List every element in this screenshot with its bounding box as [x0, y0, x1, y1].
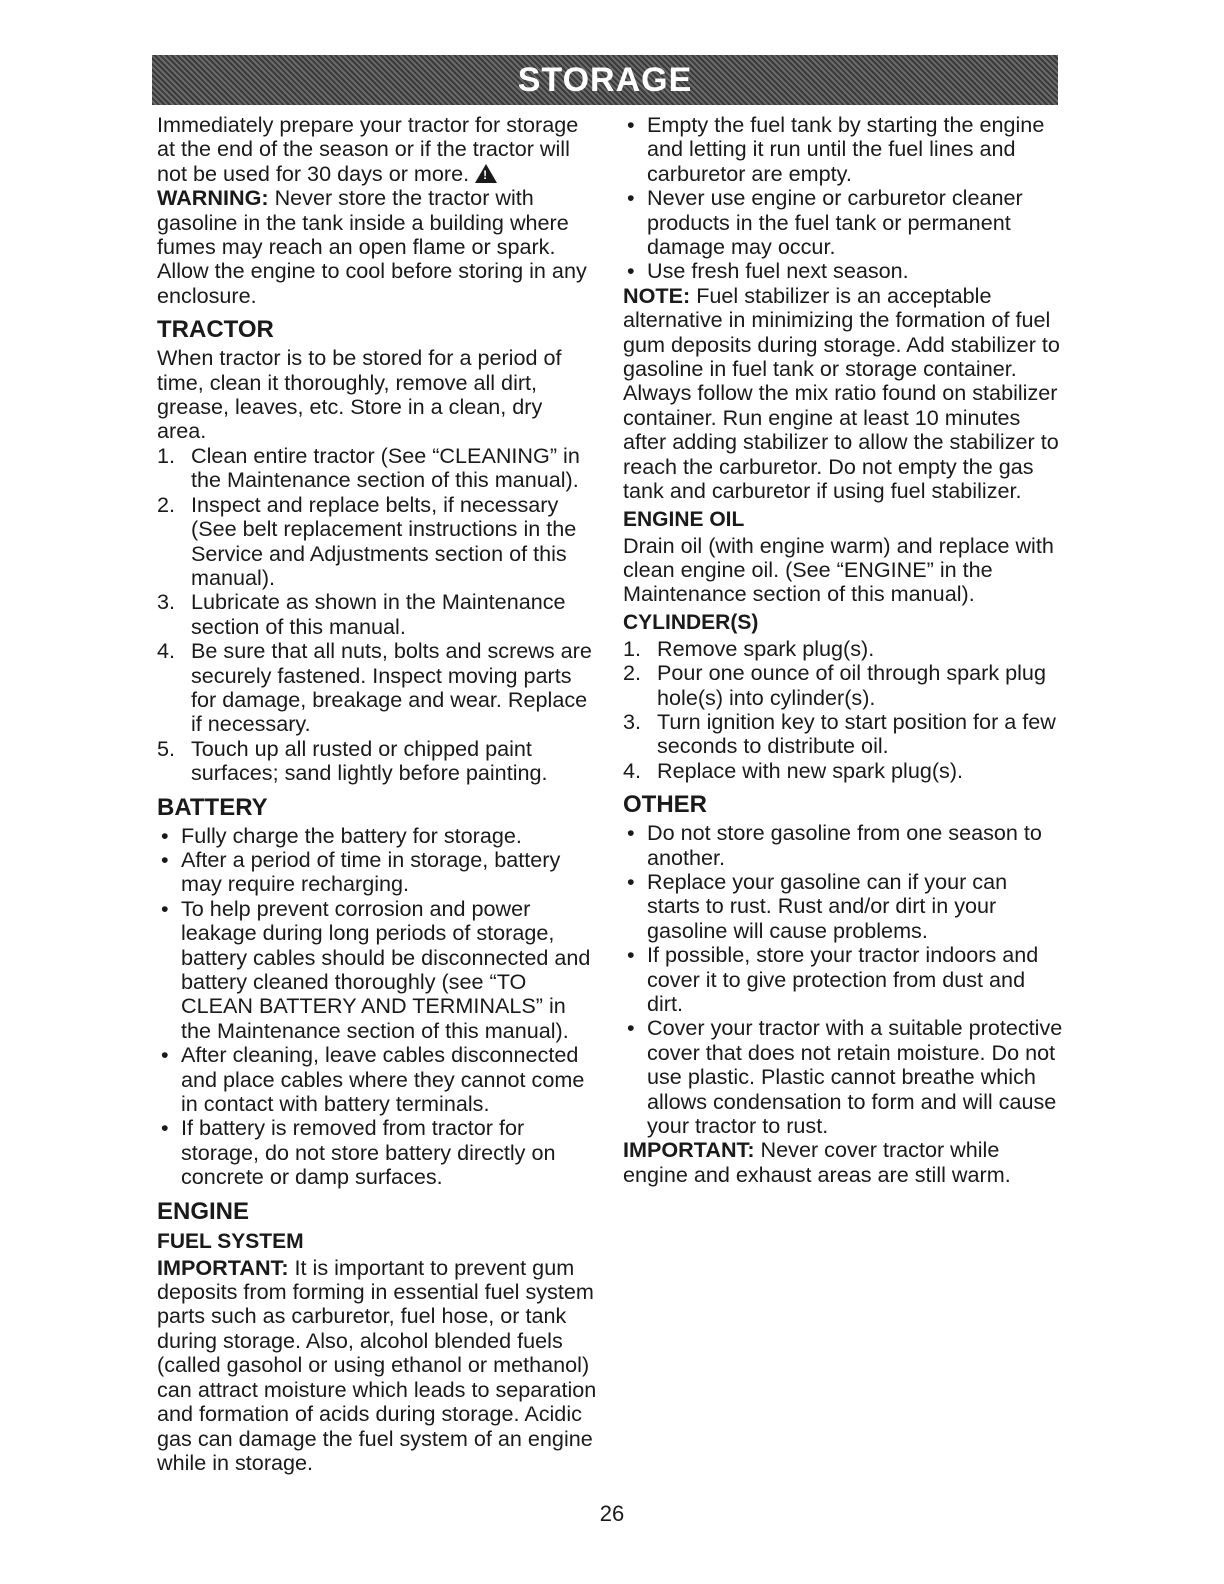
fuel-system-heading: FUEL SYSTEM [157, 1229, 304, 1253]
list-item: • After a period of time in storage, battery may require recharging. [161, 846, 561, 897]
list-item [157, 737, 597, 786]
other-heading: OTHER [623, 791, 707, 819]
bullet-text: Cover your tractor with a suitable protective cover that does not retain moisture. Do not use plastic. Plastic cannot breathe which allows condensation to form and will cause your tractor to rust. [647, 1015, 1063, 1139]
step-number: 4. [623, 757, 642, 783]
important-text: It is important to prevent gum deposits from forming in essential fuel system parts such as carburetor, fuel hose, or tank during storage. Also, alcohol blended fuels (called gasohol or using ethanol or methanol) can attract moisture which leads to separation and formation of acids during storage. Acidic gas can damage the fuel system of an engine while in storage. [157, 1254, 597, 1475]
list-item [157, 493, 597, 591]
engine-oil-text: Drain oil (with engine warm) and replace with clean engine oil. (See “ENGINE” in the Maintenance section of this manual). [623, 532, 1054, 607]
list-item: • Use fresh fuel next season. [627, 258, 909, 284]
battery-list [157, 824, 597, 1190]
list-item: • If possible, store your tractor indoors and cover it to give protection from dust and dirt. [627, 942, 1039, 1016]
list-item [623, 637, 1063, 661]
bullet-text: Fully charge the battery for storage. [181, 822, 522, 848]
bullet-text: To help prevent corrosion and power leakage during long periods of storage, battery cables should be disconnected and battery cleaned thoroughly (see “TO CLEAN BATTERY AND TERMINALS” in the Maintenance section of this manual). [181, 895, 591, 1043]
section-banner [152, 55, 1058, 105]
page-title: STORAGE [517, 60, 693, 99]
list-item [623, 661, 1063, 710]
cylinders-heading: CYLINDER(S) [623, 610, 759, 634]
list-item: • Do not store gasoline from one season to another. [627, 820, 1042, 870]
step-text: Replace with new spark plug(s). [657, 757, 964, 783]
list-item: • Fully charge the battery for storage. [161, 822, 522, 848]
page-number: 26 [599, 1501, 625, 1526]
step-text: Turn ignition key to start position for a few seconds to distribute oil. [657, 708, 1056, 759]
step-text: Remove spark plug(s). [657, 635, 875, 661]
step-number: 1. [623, 635, 642, 661]
note-paragraph [623, 284, 1063, 504]
bullet-text: Do not store gasoline from one season to another. [647, 820, 1042, 870]
engine-oil-heading: ENGINE OIL [623, 507, 745, 531]
list-item [623, 759, 1063, 783]
step-text: Inspect and replace belts, if necessary (See belt replacement instructions in the Service and Adjustments section of this manual). [191, 491, 577, 590]
list-item: • To help prevent corrosion and power leakage during long periods of storage, battery cables should be disconnected and battery cleaned thoroughly (see “TO CLEAN BATTERY AND TERMINALS” in the Maintenance section of this manual). [161, 895, 591, 1043]
list-item [157, 639, 597, 737]
fuel-list [623, 113, 1063, 284]
note-label: NOTE: [623, 282, 691, 308]
bullet-text: Never use engine or carburetor cleaner products in the fuel tank or permanent damage may occur. [647, 185, 1023, 260]
battery-heading: BATTERY [157, 793, 268, 821]
warning-triangle-icon: ! [475, 164, 497, 183]
note-text: Fuel stabilizer is an acceptable alternative in minimizing the formation of fuel gum deposits during storage. Add stabilizer to gasoline in fuel tank or storage container. Always follow the mix ratio found on stabilizer container. Run engine at least 10 minutes after adding stabilizer to allow the stabilizer to reach the carburetor. Do not empty the gas tank and carburetor if using fuel stabilizer. [623, 282, 1060, 504]
right-column [623, 113, 1063, 1187]
important-label: IMPORTANT: [623, 1137, 755, 1163]
step-number: 5. [157, 735, 176, 761]
step-text: Touch up all rusted or chipped paint surfaces; sand lightly before painting. [191, 735, 548, 786]
tractor-text: When tractor is to be stored for a period of time, clean it thoroughly, remove all dirt, grease, leaves, etc. Store in a clean, dry area. [157, 345, 562, 444]
step-number: 2. [623, 660, 642, 686]
step-number: 4. [157, 638, 176, 664]
list-item [157, 444, 597, 493]
list-item: • Cover your tractor with a suitable protective cover that does not retain moisture. Do not use plastic. Plastic cannot breathe which allows condensation to form and will cause your tractor to rust. [627, 1015, 1063, 1139]
list-item [623, 710, 1063, 759]
list-item: • After cleaning, leave cables disconnected and place cables where they cannot come in contact with battery terminals. [161, 1042, 585, 1117]
list-item: • Never use engine or carburetor cleaner products in the fuel tank or permanent damage may occur. [627, 185, 1023, 260]
bullet-text: Use fresh fuel next season. [647, 258, 909, 284]
intro-text: Immediately prepare your tractor for storage at the end of the season or if the tractor will not be used for 30 days or more. [157, 112, 579, 186]
list-item: • Replace your gasoline can if your can starts to rust. Rust and/or dirt in your gasoline will cause problems. [627, 868, 1008, 943]
bullet-text: After a period of time in storage, battery may require recharging. [181, 846, 561, 897]
list-item: • Empty the fuel tank by starting the engine and letting it run until the fuel lines and carburetor are empty. [627, 112, 1045, 186]
bullet-text: After cleaning, leave cables disconnected and place cables where they cannot come in contact with battery terminals. [181, 1042, 585, 1117]
bullet-text: If battery is removed from tractor for storage, do not store battery directly on concrete or damp surfaces. [181, 1115, 556, 1190]
step-number: 3. [157, 589, 176, 615]
list-item [157, 590, 597, 639]
step-text: Pour one ounce of oil through spark plug hole(s) into cylinder(s). [657, 660, 1046, 710]
step-text: Lubricate as shown in the Maintenance section of this manual. [191, 589, 566, 639]
other-important-paragraph [623, 1138, 1063, 1187]
step-number: 1. [157, 442, 176, 468]
warning-text: Never store the tractor with gasoline in the tank inside a building where fumes may reach an open flame or spark. Allow the engine to cool before storing in any enclosure. [157, 185, 587, 308]
engine-heading: ENGINE [157, 1197, 250, 1225]
step-text: Be sure that all nuts, bolts and screws are securely fastened. Inspect moving parts for damage, breakage and wear. Replace if necessary. [191, 638, 592, 737]
step-number: 2. [157, 491, 176, 517]
bullet-text: Replace your gasoline can if your can starts to rust. Rust and/or dirt in your gasoline will cause problems. [647, 868, 1008, 943]
fuel-important-paragraph [157, 1256, 597, 1476]
intro-paragraph [157, 113, 597, 308]
left-column [157, 113, 597, 1475]
cylinder-steps [623, 637, 1063, 783]
warning-label: WARNING: [157, 185, 269, 211]
step-text: Clean entire tractor (See “CLEANING” in the Maintenance section of this manual). [191, 442, 580, 493]
tractor-heading: TRACTOR [157, 316, 274, 344]
tractor-steps [157, 444, 597, 786]
bullet-text: If possible, store your tractor indoors and cover it to give protection from dust and dirt. [647, 942, 1039, 1016]
bullet-text: Empty the fuel tank by starting the engine and letting it run until the fuel lines and carburetor are empty. [647, 112, 1045, 186]
important-label: IMPORTANT: [157, 1254, 289, 1280]
other-list [623, 821, 1063, 1138]
step-number: 3. [623, 708, 642, 734]
list-item: • If battery is removed from tractor for storage, do not store battery directly on concrete or damp surfaces. [161, 1115, 556, 1190]
important-text: Never cover tractor while engine and exhaust areas are still warm. [623, 1137, 1011, 1187]
